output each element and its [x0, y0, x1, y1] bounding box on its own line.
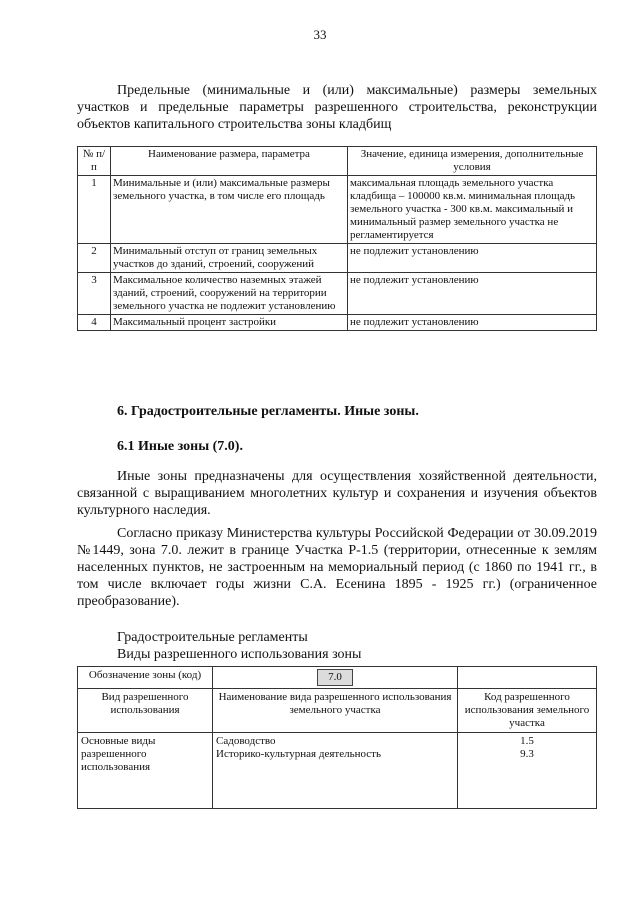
table-row — [78, 244, 597, 273]
parameters-table — [77, 146, 597, 331]
type-name: Садоводство — [216, 735, 276, 747]
header-num: № п/п — [78, 147, 111, 176]
row-type-names — [213, 733, 458, 809]
row-name: Максимальный процент застройки — [111, 315, 348, 331]
label-usage-types: Виды разрешенного использования зоны — [117, 647, 362, 662]
paragraph-order: Согласно приказу Министерства культуры Российской Федерации от 30.09.2019 №1449, зона 7.0. лежит в границе Участка Р-1.5 (территории, отнесенные к землям населенных пунктов, не застроенным на мемориальный период (с 1860 по 1941 гг., в том числе включает годы жизни С.А. Есенина 1895 - 1925 гг.) (ограниченное преобразование). — [77, 526, 597, 609]
label-regulations: Градостроительные регламенты — [117, 630, 308, 645]
row-kind: Основные виды разрешенного использования — [78, 733, 213, 809]
zone-empty-cell — [458, 667, 597, 689]
type-code: 1.5 — [520, 735, 534, 747]
table-row — [78, 176, 597, 244]
row-value: не подлежит установлению — [348, 315, 597, 331]
section-intro: Предельные (минимальные и (или) максимальные) размеры земельных участков и предельные параметры разрешенного строительства, реконструкции объектов капитального строительства зоны кладбищ — [77, 83, 597, 132]
table-row — [78, 733, 597, 809]
usage-table — [77, 666, 597, 809]
table-header-row — [78, 147, 597, 176]
row-value: не подлежит установлению — [348, 273, 597, 315]
header-value: Значение, единица измерения, дополнительные условия — [348, 147, 597, 176]
page-number: 33 — [313, 27, 327, 42]
row-name: Минимальный отступ от границ земельных участков до зданий, строений, сооружений — [111, 244, 348, 273]
table-header-row — [78, 689, 597, 733]
zone-code-cell — [213, 667, 458, 689]
zone-code-row — [78, 667, 597, 689]
zone-code: 7.0 — [317, 669, 353, 686]
row-num: 4 — [78, 315, 111, 331]
section-heading-6-1: 6.1 Иные зоны (7.0). — [117, 439, 243, 454]
paragraph-purpose: Иные зоны предназначены для осуществления хозяйственной деятельности, связанной с выращиванием многолетних культур и сохранения и изучения объектов культурного наследия. — [77, 469, 597, 518]
table-row — [78, 273, 597, 315]
row-name: Минимальные и (или) максимальные размеры земельного участка, в том числе его площадь — [111, 176, 348, 244]
row-num: 1 — [78, 176, 111, 244]
header-type-code: Код разрешенного использования земельного участка — [458, 689, 597, 733]
header-type-name: Наименование вида разрешенного использования земельного участка — [213, 689, 458, 733]
zone-label: Обозначение зоны (код) — [78, 667, 213, 689]
table-row — [78, 315, 597, 331]
row-value: максимальная площадь земельного участка кладбища – 100000 кв.м. минимальная площадь земельного участка - 300 кв.м. максимальный и минимальный размер земельного участка не регламентируется — [348, 176, 597, 244]
header-name: Наименование размера, параметра — [111, 147, 348, 176]
type-code: 9.3 — [520, 748, 534, 760]
row-num: 2 — [78, 244, 111, 273]
row-name: Максимальное количество наземных этажей зданий, строений, сооружений на территории земельного участка не подлежит установлению — [111, 273, 348, 315]
row-value: не подлежит установлению — [348, 244, 597, 273]
section-heading-6: 6. Градостроительные регламенты. Иные зоны. — [117, 404, 419, 419]
row-type-codes — [458, 733, 597, 809]
type-name: Историко-культурная деятельность — [216, 748, 381, 760]
row-num: 3 — [78, 273, 111, 315]
header-kind: Вид разрешенного использования — [78, 689, 213, 733]
